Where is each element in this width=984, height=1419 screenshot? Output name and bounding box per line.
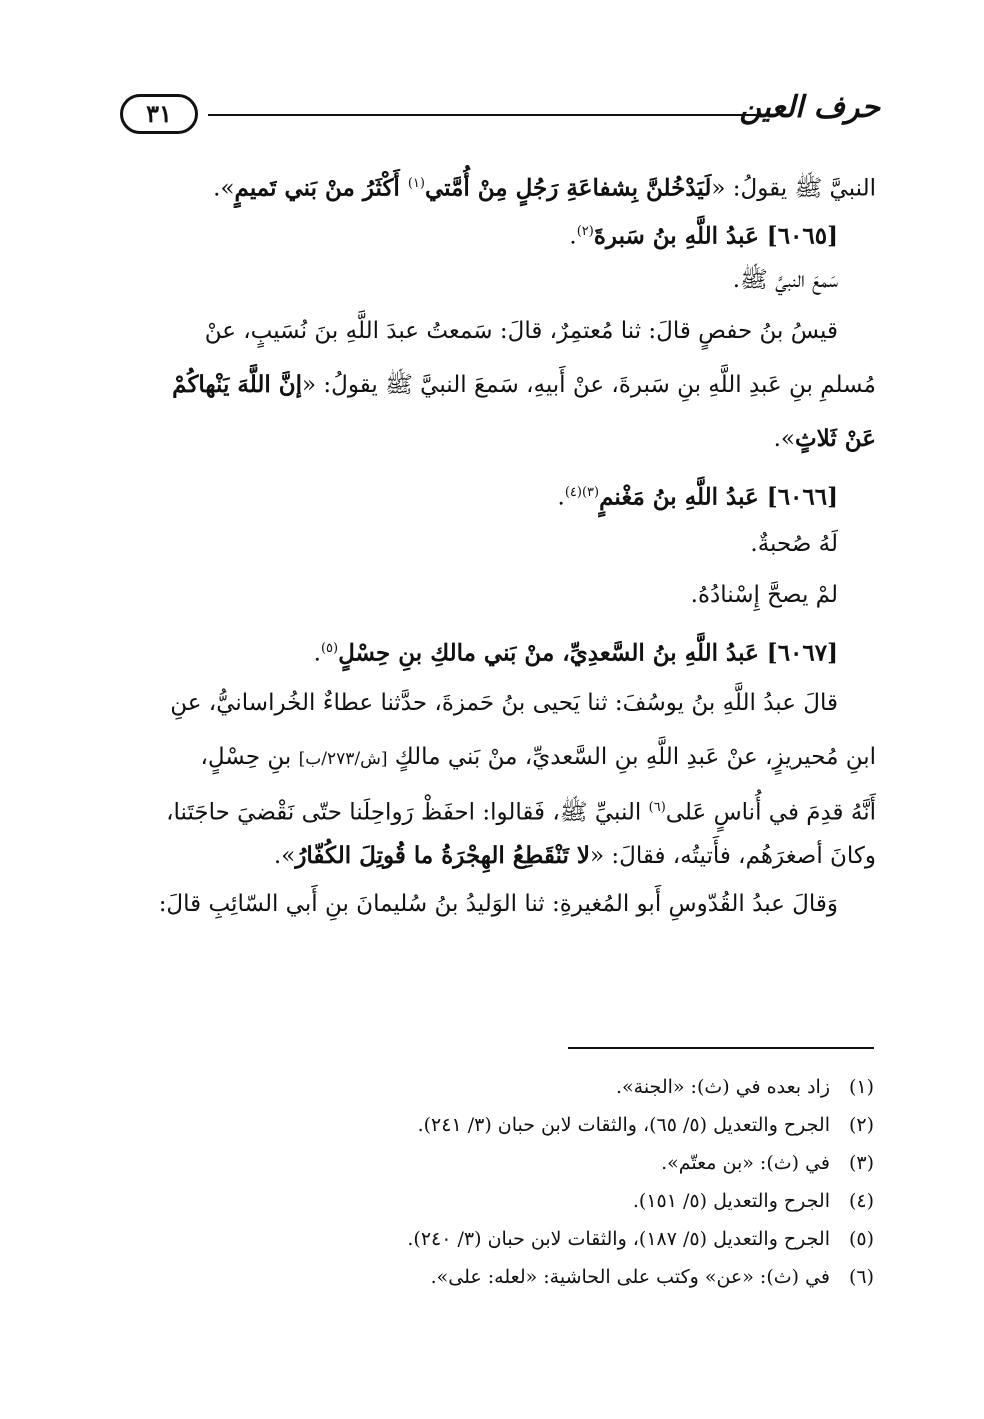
text-span: مُسلمِ بنِ عَبدِ اللَّهِ بنِ سَبرةَ، عنْ أَبيهِ، سَمعَ النبيَّ ﷺ يقولُ: « [302,372,876,398]
text-span: النبيَّ ﷺ يقولُ: « [711,175,876,202]
page-number: ٣١ [120,94,198,134]
running-title: حرف العين [739,90,880,125]
text-line-4 [124,304,876,358]
footnote-number: (٢) [848,1114,874,1136]
text-line-1 [124,160,876,208]
text-line-13 [124,784,876,832]
text-line-11 [124,676,876,730]
text-line-8 [124,520,876,568]
hadith-text: إنَّ اللَّهَ يَنْهاكُمْ [172,371,303,398]
text-span: لَهُ صُحبةٌ. [750,531,838,557]
footnote-text: في (ث): «عن» وكتب على الحاشية: «لعله: على». [430,1266,830,1288]
footnote-marker: (٢) [576,224,594,239]
footnote-item [300,1068,874,1106]
text-span: ابنِ مُحيريزٍ، عنْ عَبدِ اللَّهِ بنِ السَّعديِّ، منْ بَني مالكٍ [387,744,876,770]
text-line-15 [124,880,876,928]
footnote-marker: (٦) [648,800,666,815]
entry-heading-6066 [124,466,876,520]
entry-heading-6067 [124,622,876,676]
text-line-5 [124,358,876,412]
hadith-text: لَيَدْخُلنَّ بِشفاعَةِ رَجُلٍ مِنْ أُمَّتي [424,174,712,202]
manuscript-ref: [ش/٢٧٣/ب] [298,749,388,769]
text-span: . [313,640,321,667]
entry-title: [٦٠٦٧] عَبدُ اللَّهِ بنُ السَّعدِيِّ، منْ بَني مالكِ بنِ حِسْلٍ [338,639,838,667]
footnote-text: في (ث): «بن معتّم». [661,1152,830,1174]
text-span: سَمعَ النبيَّ ﷺ. [732,267,838,293]
text-span: النبيِّ ﷺ، فَقالوا: احفَظْ رَواحِلَنا حتّى نَقْضيَ حاجَتَنا، [166,799,649,826]
footnote-number: (٣) [848,1152,874,1174]
footnote-text: زاد بعده في (ث): «الجنة». [615,1076,830,1098]
entry-title: [٦٠٦٥] عَبدُ اللَّهِ بنُ سَبرةَ [593,222,838,250]
footnote-number: (٥) [848,1228,874,1250]
hadith-text: عَنْ ثَلاثٍ [794,425,876,452]
text-span: قالَ عبدُ اللَّهِ بنُ يوسُفَ: ثنا يَحيى بنُ حَمزةَ، حدَّثنا عطاءٌ الخُراسانيُّ، عنِ [170,690,838,716]
footnote-item [300,1258,874,1296]
text-span: ». [273,843,296,869]
footnote-text: الجرح والتعديل (٥/ ١٨٧)، والثقات لابن حبان (٣/ ٢٤٠). [407,1228,830,1250]
text-line-3 [124,256,876,304]
text-span: . [557,484,565,511]
footnote-item [300,1106,874,1144]
hadith-text: لا تَنْقَطِعُ الهِجْرَةُ ما قُوتِلَ الكُفّارُ [295,842,591,869]
footnote-text: الجرح والتعديل (٥/ ٦٥)، والثقات لابن حبان (٣/ ٢٤١). [417,1114,830,1136]
text-line-12 [124,730,876,784]
text-span: . [569,223,577,250]
text-span: أَنَّهُ قدِمَ في أُناسٍ عَلى [665,799,876,826]
text-line-14 [124,832,876,880]
header-rule [208,114,766,116]
footnote-item [300,1220,874,1258]
entry-title: [٦٠٦٦] عَبدُ اللَّهِ بنُ مَغْنمٍ [599,483,838,511]
text-span: ». [773,426,795,452]
hadith-text: أَكْثَرُ منْ بَني تَميمٍ [234,174,408,202]
text-span: ». [213,175,235,202]
footnote-text: الجرح والتعديل (٥/ ١٥١). [632,1190,830,1212]
text-span: لمْ يصحَّ إِسْنادُهُ. [690,582,838,608]
footnote-number: (٤) [848,1190,874,1212]
text-span: قيسُ بنُ حفصٍ قالَ: ثنا مُعتمِرٌ، قالَ: سَمعتُ عبدَ اللَّهِ بنَ نُسَيبٍ، عنْ [204,318,838,344]
footnote-number: (٦) [848,1266,874,1288]
text-span: وكانَ أصغرَهُم، فأَتيتُه، فقالَ: « [590,843,876,869]
footnote-number: (١) [848,1076,874,1098]
footnote-separator [568,1047,874,1049]
footnote-item [300,1144,874,1182]
text-span: وَقالَ عبدُ القُدّوسِ أَبو المُغيرةِ: ثنا الوَليدُ بنُ سُليمانَ بنِ أَبي السّائِبِ قالَ: [158,891,838,917]
footnote-marker: (١) [407,176,425,191]
entry-heading-6065 [124,208,876,256]
footnote-marker: (٣)(٤) [564,485,600,500]
text-line-9 [124,568,876,622]
main-text [124,160,876,928]
text-span: بنِ حِسْلٍ، [200,744,299,770]
footnotes [300,1068,874,1296]
page-header [120,92,880,152]
footnote-marker: (٥) [320,641,339,656]
text-line-6 [124,412,876,466]
footnote-item [300,1182,874,1220]
